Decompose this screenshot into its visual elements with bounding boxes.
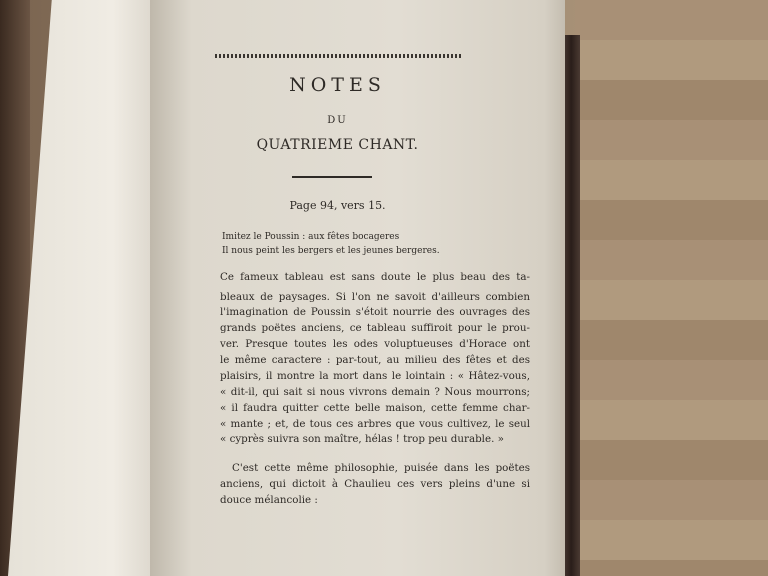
verse-line: Imitez le Poussin : aux fêtes bocageres	[222, 232, 400, 242]
body-line: « dit-il, qui sait si nous vivrons demain ? Nous mourrons;	[220, 386, 530, 398]
body-line: le même caractere : par-tout, au milieu des fêtes et des	[220, 354, 530, 366]
divider-rule	[292, 176, 372, 178]
body-line: Ce fameux tableau est sans doute le plus beau des ta-	[220, 271, 530, 283]
chapter-subtitle: QUATRIEME CHANT.	[256, 137, 419, 153]
body-line: l'imagination de Poussin s'étoit nourrie des ouvrages des	[220, 306, 530, 318]
body-line: plaisirs, il montre la mort dans le lointain : « Hâtez-vous,	[220, 370, 530, 382]
verse-line: Il nous peint les bergers et les jeunes bergeres.	[222, 246, 440, 256]
body-line: « il faudra quitter cette belle maison, cette femme char-	[220, 402, 530, 414]
body-line: anciens, qui dictoit à Chaulieu ces vers pleins d'une si	[220, 478, 530, 490]
body-line: « cyprès suivra son maître, hélas ! trop peu durable. »	[220, 433, 504, 445]
subtitle-du: DU	[327, 115, 348, 126]
page-reference: Page 94, vers 15.	[289, 199, 386, 212]
body-line: C'est cette même philosophie, puisée dans les poëtes	[232, 462, 530, 474]
body-line: grands poëtes anciens, ce tableau suffiroit pour le prou-	[220, 322, 530, 334]
body-line: « mante ; et, de tous ces arbres que vous cultivez, le seul	[220, 418, 530, 430]
page-title: NOTES	[289, 74, 386, 96]
body-line: ver. Presque toutes les odes voluptueuses d'Horace ont	[220, 338, 530, 350]
body-line: bleaux de paysages. Si l'on ne savoit d'ailleurs combien	[220, 291, 530, 303]
body-line: douce mélancolie :	[220, 494, 318, 506]
ornamental-rule	[215, 54, 463, 58]
wooden-table	[575, 0, 768, 576]
